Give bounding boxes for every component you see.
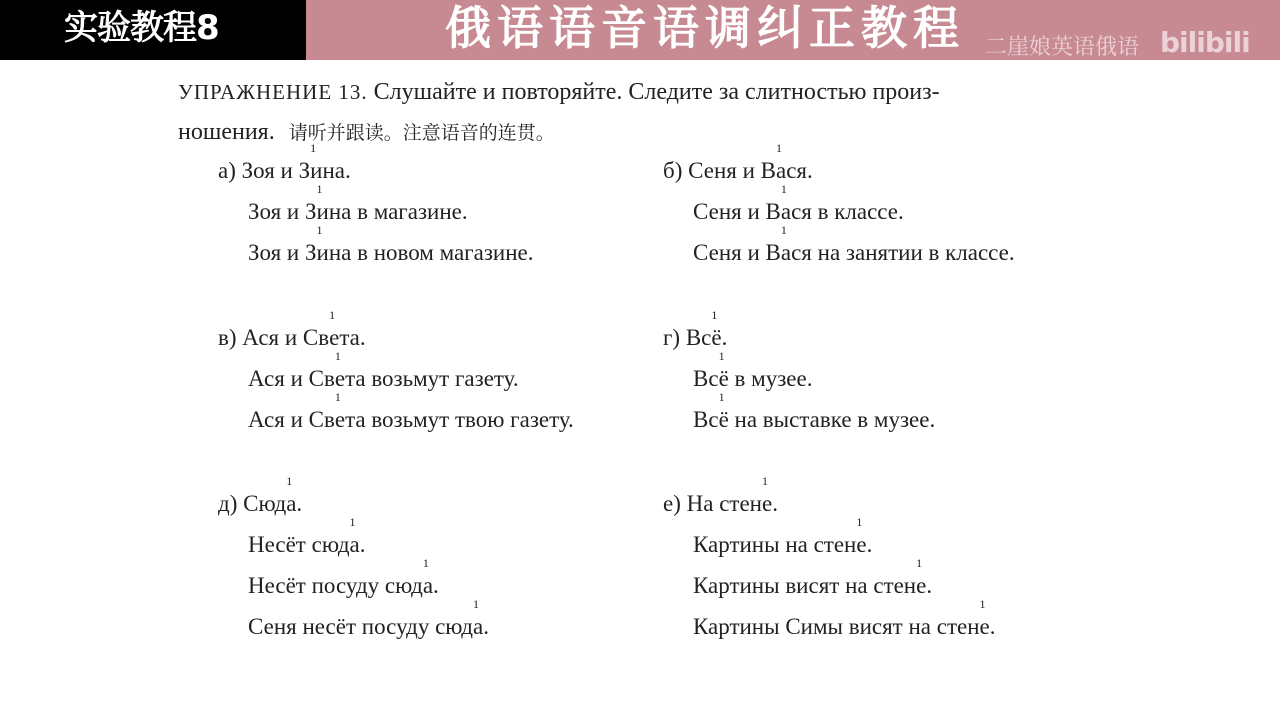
intonation-center: 1 и <box>317 191 329 232</box>
exercise-line <box>663 399 935 440</box>
exercise-line <box>663 524 996 565</box>
exercise-group <box>218 483 489 647</box>
text-segment: Вс <box>693 366 719 391</box>
text-segment: на выставке в музее. <box>728 407 936 432</box>
instruction-cn: 请听并跟读。注意语音的连贯。 <box>288 122 555 144</box>
instruction-ru: Слушайте и повторяйте. Следите за слитностью произ- <box>367 79 940 105</box>
intonation-center: 1 а <box>781 232 791 273</box>
exercise-label: д) <box>218 491 238 516</box>
exercise-line <box>663 483 996 524</box>
text-segment: Сюд <box>243 491 287 516</box>
bilibili-logo: bilibili <box>1160 26 1250 59</box>
text-segment: Ася и Св <box>248 366 335 391</box>
intonation-center: 1 и <box>310 150 322 191</box>
intonation-center: 1 е <box>980 606 990 647</box>
exercise-group <box>218 317 574 440</box>
exercise-line <box>218 358 574 399</box>
text-segment: ся на занятии в классе. <box>791 240 1015 265</box>
exercise-line <box>218 150 533 191</box>
intonation-center: 1 ё <box>719 399 729 440</box>
text-segment: Картины на стен <box>693 532 857 557</box>
text-segment: ся. <box>786 158 813 183</box>
intonation-center: 1 е <box>335 358 345 399</box>
text-segment: Несёт посуду сюд <box>248 573 423 598</box>
intonation-center: 1 а <box>423 565 433 606</box>
text-segment: Зоя и З <box>248 199 317 224</box>
intonation-center: 1 а <box>286 483 296 524</box>
intonation-center: 1 и <box>317 232 329 273</box>
intonation-center: 1 е <box>916 565 926 606</box>
exercise-line <box>663 232 1015 273</box>
text-segment: Ася и Св <box>248 407 335 432</box>
exercise-group <box>663 483 996 647</box>
exercise-line <box>663 358 935 399</box>
exercise-line <box>218 399 574 440</box>
text-segment: Сеня и В <box>693 240 781 265</box>
text-segment: Сеня и В <box>693 199 781 224</box>
text-segment: . <box>359 532 366 557</box>
exercise-number: УПРАЖНЕНИЕ 13. <box>178 80 368 104</box>
exercise-line <box>663 565 996 606</box>
exercise-line <box>663 150 1015 191</box>
course-title: 俄语语音语调纠正教程 <box>445 1 965 55</box>
text-segment: в музее. <box>728 366 813 391</box>
intonation-center: 1 ё <box>711 317 721 358</box>
text-segment: Вс <box>685 325 712 350</box>
text-segment: Сеня и В <box>688 158 776 183</box>
exercise-line <box>663 317 935 358</box>
text-segment: Вс <box>693 407 719 432</box>
exercise-line <box>663 606 996 647</box>
intonation-center: 1 а <box>473 606 483 647</box>
text-segment: та возьмут газету. <box>345 366 519 391</box>
intonation-center: 1 а <box>776 150 786 191</box>
text-segment: . <box>433 573 439 598</box>
exercise-line <box>218 232 533 273</box>
text-segment: Картины висят на стен <box>693 573 917 598</box>
exercise-label: б) <box>663 158 683 183</box>
text-segment: . <box>926 573 933 598</box>
instruction-ru-cont: ношения. <box>178 119 275 145</box>
text-segment: Зоя и З <box>248 240 317 265</box>
text-segment: . <box>866 532 873 557</box>
text-segment: . <box>772 491 778 516</box>
text-segment: . <box>989 614 996 639</box>
text-segment: на в магазине. <box>328 199 468 224</box>
intonation-center: 1 е <box>856 524 866 565</box>
intonation-center: 1 е <box>329 317 339 358</box>
intonation-center: 1 а <box>781 191 791 232</box>
intonation-center: 1 а <box>350 524 360 565</box>
text-segment: на в новом магазине. <box>328 240 534 265</box>
intonation-center: 1 ё <box>719 358 729 399</box>
exercise-line <box>218 565 489 606</box>
text-segment: на. <box>322 158 351 183</box>
text-segment: ся в классе. <box>791 199 904 224</box>
intonation-center: 1 е <box>335 399 345 440</box>
text-segment: . <box>721 325 728 350</box>
lesson-badge: 实验教程8 <box>0 0 306 60</box>
text-segment: Несёт сюд <box>248 532 350 557</box>
exercise-group <box>663 317 935 440</box>
text-segment: . <box>483 614 489 639</box>
text-segment: та. <box>339 325 366 350</box>
text-segment: та возьмут твою газету. <box>345 407 574 432</box>
text-segment: Картины Симы висят на стен <box>693 614 980 639</box>
text-segment: . <box>296 491 303 516</box>
exercise-label: г) <box>663 325 681 350</box>
exercise-label: е) <box>663 491 681 516</box>
exercise-line <box>218 317 574 358</box>
video-banner <box>0 0 1280 60</box>
exercise-label: в) <box>218 325 237 350</box>
exercise-group <box>218 150 533 273</box>
intonation-center: 1 е <box>762 483 772 524</box>
exercise-group <box>663 150 1015 273</box>
exercise-label: а) <box>218 158 236 183</box>
text-segment: Ася и Св <box>242 325 330 350</box>
text-segment: Сеня несёт посуду сюд <box>248 614 473 639</box>
exercise-instructions <box>178 72 1108 153</box>
text-segment: Зоя и З <box>241 158 311 183</box>
exercise-line <box>663 191 1015 232</box>
text-segment: На стен <box>686 491 762 516</box>
exercise-line <box>218 524 489 565</box>
uploader-watermark: 二崖娘英语俄语 <box>985 35 1140 60</box>
exercise-line <box>218 191 533 232</box>
exercise-line <box>218 606 489 647</box>
